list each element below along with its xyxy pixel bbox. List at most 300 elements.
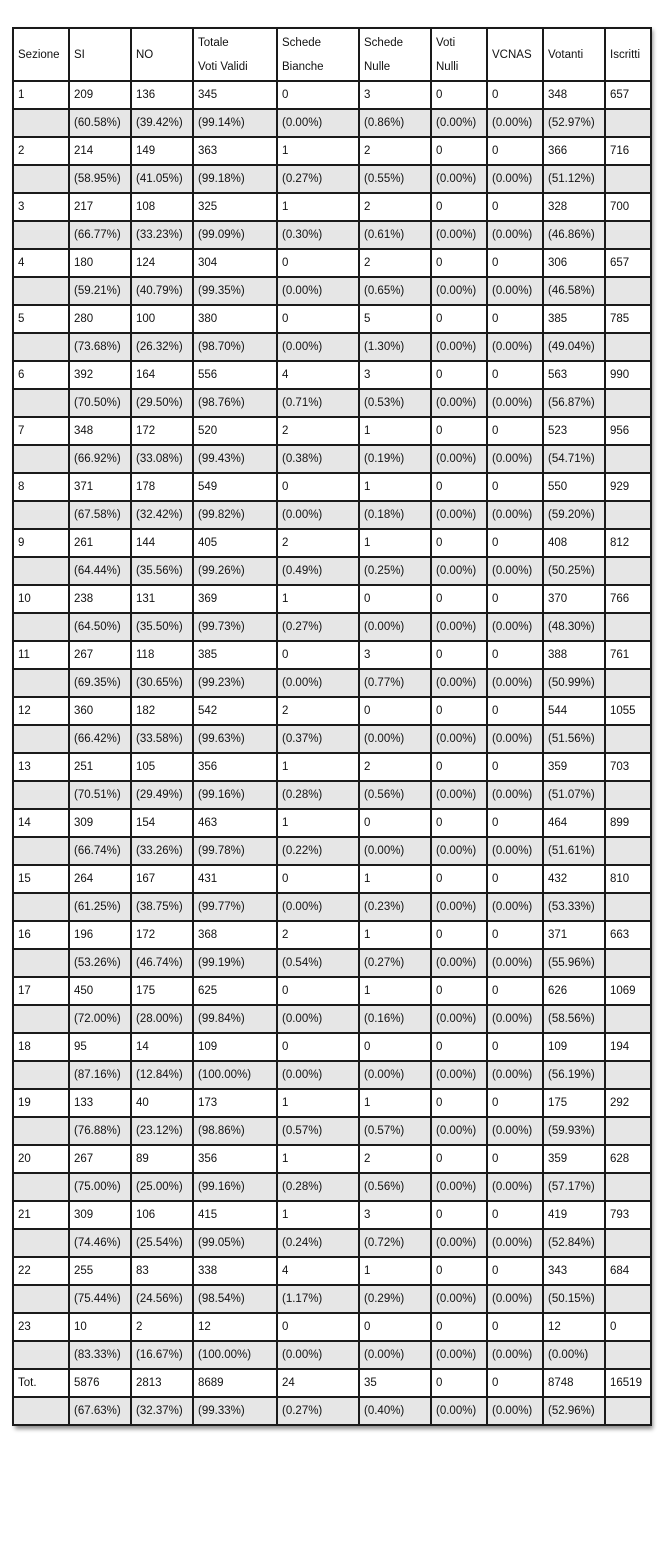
value-cell: 0 xyxy=(431,641,487,669)
table-row-percent xyxy=(13,277,651,305)
value-cell: 550 xyxy=(543,473,605,501)
percent-cell: (100.00%) xyxy=(193,1061,277,1089)
percent-cell: (99.19%) xyxy=(193,949,277,977)
percent-cell: (99.23%) xyxy=(193,669,277,697)
value-cell: 0 xyxy=(431,1145,487,1173)
value-cell: 1 xyxy=(277,1201,359,1229)
value-cell: 363 xyxy=(193,137,277,165)
value-cell: 0 xyxy=(487,1089,543,1117)
sezione-cell: 10 xyxy=(13,585,69,613)
value-cell: 369 xyxy=(193,585,277,613)
percent-cell: (12.84%) xyxy=(131,1061,193,1089)
value-cell: 0 xyxy=(431,193,487,221)
value-cell: 0 xyxy=(431,1369,487,1397)
value-cell: 2 xyxy=(359,249,431,277)
value-cell: 703 xyxy=(605,753,651,781)
table-row xyxy=(13,1089,651,1117)
table-row-percent xyxy=(13,389,651,417)
value-cell: 520 xyxy=(193,417,277,445)
percent-cell: (99.35%) xyxy=(193,277,277,305)
table-row xyxy=(13,529,651,557)
sezione-cell: 22 xyxy=(13,1257,69,1285)
table-row-percent xyxy=(13,109,651,137)
header-schede-bianche: Schede Bianche xyxy=(277,28,359,81)
value-cell: 345 xyxy=(193,81,277,109)
percent-cell: (1.17%) xyxy=(277,1285,359,1313)
value-cell: 2 xyxy=(277,697,359,725)
value-cell: 0 xyxy=(431,977,487,1005)
value-cell: 338 xyxy=(193,1257,277,1285)
empty-cell xyxy=(13,837,69,865)
percent-cell: (0.00%) xyxy=(431,389,487,417)
value-cell: 793 xyxy=(605,1201,651,1229)
value-cell: 5876 xyxy=(69,1369,131,1397)
percent-cell: (0.00%) xyxy=(431,725,487,753)
percent-cell: (0.30%) xyxy=(277,221,359,249)
table-row xyxy=(13,249,651,277)
sezione-cell: 11 xyxy=(13,641,69,669)
percent-cell: (58.95%) xyxy=(69,165,131,193)
header-iscritti: Iscritti xyxy=(605,28,651,81)
percent-cell: (0.00%) xyxy=(431,781,487,809)
value-cell: 0 xyxy=(487,921,543,949)
percent-cell: (59.21%) xyxy=(69,277,131,305)
value-cell: 0 xyxy=(277,305,359,333)
percent-cell xyxy=(605,725,651,753)
value-cell: 450 xyxy=(69,977,131,1005)
percent-cell: (0.00%) xyxy=(277,501,359,529)
value-cell: 251 xyxy=(69,753,131,781)
percent-cell: (0.00%) xyxy=(487,1117,543,1145)
sezione-cell: 7 xyxy=(13,417,69,445)
header-voti-nulli: Voti Nulli xyxy=(431,28,487,81)
value-cell: 196 xyxy=(69,921,131,949)
sezione-cell: 5 xyxy=(13,305,69,333)
value-cell: 0 xyxy=(359,809,431,837)
percent-cell: (0.27%) xyxy=(359,949,431,977)
value-cell: 0 xyxy=(431,1201,487,1229)
percent-cell: (73.68%) xyxy=(69,333,131,361)
percent-cell: (33.26%) xyxy=(131,837,193,865)
percent-cell: (25.00%) xyxy=(131,1173,193,1201)
value-cell: 100 xyxy=(131,305,193,333)
value-cell: 1 xyxy=(359,865,431,893)
percent-cell xyxy=(605,109,651,137)
value-cell: 371 xyxy=(543,921,605,949)
table-row-percent xyxy=(13,1397,651,1425)
percent-cell: (0.22%) xyxy=(277,837,359,865)
percent-cell: (99.77%) xyxy=(193,893,277,921)
value-cell: 3 xyxy=(359,1201,431,1229)
value-cell: 0 xyxy=(487,1145,543,1173)
table-row xyxy=(13,865,651,893)
value-cell: 368 xyxy=(193,921,277,949)
percent-cell: (30.65%) xyxy=(131,669,193,697)
percent-cell: (0.00%) xyxy=(431,109,487,137)
percent-cell: (0.00%) xyxy=(487,1005,543,1033)
percent-cell: (99.84%) xyxy=(193,1005,277,1033)
value-cell: 4 xyxy=(277,361,359,389)
value-cell: 10 xyxy=(69,1313,131,1341)
value-cell: 929 xyxy=(605,473,651,501)
value-cell: 1 xyxy=(277,753,359,781)
percent-cell: (0.00%) xyxy=(277,109,359,137)
table-row xyxy=(13,1313,651,1341)
percent-cell: (0.00%) xyxy=(487,725,543,753)
sezione-cell: 13 xyxy=(13,753,69,781)
percent-cell: (99.05%) xyxy=(193,1229,277,1257)
value-cell: 563 xyxy=(543,361,605,389)
results-table-body xyxy=(13,81,651,1425)
percent-cell: (54.71%) xyxy=(543,445,605,473)
sezione-cell: 4 xyxy=(13,249,69,277)
value-cell: 0 xyxy=(431,809,487,837)
percent-cell: (16.67%) xyxy=(131,1341,193,1369)
percent-cell: (1.30%) xyxy=(359,333,431,361)
percent-cell xyxy=(605,1397,651,1425)
value-cell: 1 xyxy=(359,417,431,445)
percent-cell: (23.12%) xyxy=(131,1117,193,1145)
value-cell: 95 xyxy=(69,1033,131,1061)
percent-cell: (0.00%) xyxy=(431,893,487,921)
value-cell: 0 xyxy=(431,417,487,445)
sezione-cell: 16 xyxy=(13,921,69,949)
value-cell: 388 xyxy=(543,641,605,669)
percent-cell: (0.00%) xyxy=(277,333,359,361)
value-cell: 0 xyxy=(431,473,487,501)
percent-cell: (0.19%) xyxy=(359,445,431,473)
header-si: SI xyxy=(69,28,131,81)
percent-cell: (0.00%) xyxy=(359,1341,431,1369)
percent-cell: (0.00%) xyxy=(487,1397,543,1425)
percent-cell: (0.00%) xyxy=(487,613,543,641)
value-cell: 0 xyxy=(431,81,487,109)
value-cell: 1055 xyxy=(605,697,651,725)
value-cell: 144 xyxy=(131,529,193,557)
value-cell: 1069 xyxy=(605,977,651,1005)
table-row-percent xyxy=(13,725,651,753)
value-cell: 261 xyxy=(69,529,131,557)
value-cell: 2 xyxy=(277,417,359,445)
header-totale-voti-validi: Totale Voti Validi xyxy=(193,28,277,81)
percent-cell: (0.77%) xyxy=(359,669,431,697)
value-cell: 8689 xyxy=(193,1369,277,1397)
percent-cell: (0.00%) xyxy=(431,1005,487,1033)
empty-cell xyxy=(13,501,69,529)
percent-cell xyxy=(605,221,651,249)
empty-cell xyxy=(13,445,69,473)
value-cell: 0 xyxy=(487,193,543,221)
table-row xyxy=(13,1201,651,1229)
percent-cell: (67.63%) xyxy=(69,1397,131,1425)
percent-cell: (56.19%) xyxy=(543,1061,605,1089)
percent-cell xyxy=(605,1173,651,1201)
header-row xyxy=(13,28,651,81)
percent-cell: (0.00%) xyxy=(431,445,487,473)
value-cell: 1 xyxy=(277,1089,359,1117)
percent-cell: (0.24%) xyxy=(277,1229,359,1257)
percent-cell: (0.16%) xyxy=(359,1005,431,1033)
percent-cell: (0.00%) xyxy=(487,781,543,809)
value-cell: 167 xyxy=(131,865,193,893)
value-cell: 3 xyxy=(359,361,431,389)
value-cell: 149 xyxy=(131,137,193,165)
percent-cell: (0.00%) xyxy=(431,277,487,305)
header-vcnas: VCNAS xyxy=(487,28,543,81)
value-cell: 385 xyxy=(543,305,605,333)
percent-cell: (0.00%) xyxy=(277,1061,359,1089)
sezione-cell: 18 xyxy=(13,1033,69,1061)
percent-cell: (0.00%) xyxy=(431,837,487,865)
percent-cell: (0.00%) xyxy=(487,333,543,361)
value-cell: 431 xyxy=(193,865,277,893)
percent-cell: (75.44%) xyxy=(69,1285,131,1313)
value-cell: 12 xyxy=(193,1313,277,1341)
value-cell: 306 xyxy=(543,249,605,277)
percent-cell: (0.54%) xyxy=(277,949,359,977)
empty-cell xyxy=(13,949,69,977)
value-cell: 1 xyxy=(277,809,359,837)
percent-cell: (0.00%) xyxy=(431,1061,487,1089)
percent-cell: (0.00%) xyxy=(487,165,543,193)
value-cell: 264 xyxy=(69,865,131,893)
header-schede-nulle: Schede Nulle xyxy=(359,28,431,81)
value-cell: 1 xyxy=(277,1145,359,1173)
percent-cell: (0.00%) xyxy=(487,389,543,417)
percent-cell xyxy=(605,557,651,585)
value-cell: 0 xyxy=(487,977,543,1005)
percent-cell: (0.00%) xyxy=(487,949,543,977)
value-cell: 761 xyxy=(605,641,651,669)
percent-cell: (99.78%) xyxy=(193,837,277,865)
percent-cell: (0.56%) xyxy=(359,781,431,809)
percent-cell: (0.00%) xyxy=(431,1117,487,1145)
value-cell: 0 xyxy=(487,1033,543,1061)
value-cell: 380 xyxy=(193,305,277,333)
percent-cell: (99.82%) xyxy=(193,501,277,529)
value-cell: 0 xyxy=(431,137,487,165)
value-cell: 0 xyxy=(359,1033,431,1061)
percent-cell: (0.00%) xyxy=(543,1341,605,1369)
value-cell: 0 xyxy=(487,1313,543,1341)
percent-cell: (0.00%) xyxy=(431,1341,487,1369)
value-cell: 173 xyxy=(193,1089,277,1117)
percent-cell: (24.56%) xyxy=(131,1285,193,1313)
table-row-percent xyxy=(13,1341,651,1369)
empty-cell xyxy=(13,389,69,417)
empty-cell xyxy=(13,669,69,697)
percent-cell: (0.00%) xyxy=(487,1285,543,1313)
value-cell: 2813 xyxy=(131,1369,193,1397)
table-row-percent xyxy=(13,333,651,361)
value-cell: 5 xyxy=(359,305,431,333)
percent-cell xyxy=(605,1061,651,1089)
value-cell: 370 xyxy=(543,585,605,613)
value-cell: 1 xyxy=(277,585,359,613)
table-row xyxy=(13,137,651,165)
percent-cell xyxy=(605,1341,651,1369)
sezione-cell: 2 xyxy=(13,137,69,165)
table-row-percent xyxy=(13,1229,651,1257)
value-cell: 0 xyxy=(487,697,543,725)
percent-cell: (0.00%) xyxy=(431,1229,487,1257)
percent-cell: (46.74%) xyxy=(131,949,193,977)
value-cell: 0 xyxy=(277,641,359,669)
table-row xyxy=(13,81,651,109)
percent-cell: (35.50%) xyxy=(131,613,193,641)
value-cell: 3 xyxy=(359,641,431,669)
percent-cell xyxy=(605,1005,651,1033)
percent-cell: (32.42%) xyxy=(131,501,193,529)
value-cell: 766 xyxy=(605,585,651,613)
value-cell: 328 xyxy=(543,193,605,221)
percent-cell: (66.74%) xyxy=(69,837,131,865)
value-cell: 0 xyxy=(431,865,487,893)
table-row xyxy=(13,361,651,389)
percent-cell: (52.84%) xyxy=(543,1229,605,1257)
value-cell: 214 xyxy=(69,137,131,165)
percent-cell: (53.26%) xyxy=(69,949,131,977)
value-cell: 0 xyxy=(487,361,543,389)
percent-cell: (0.27%) xyxy=(277,613,359,641)
table-row-percent xyxy=(13,1117,651,1145)
percent-cell: (0.00%) xyxy=(487,501,543,529)
value-cell: 154 xyxy=(131,809,193,837)
percent-cell xyxy=(605,1229,651,1257)
value-cell: 2 xyxy=(277,921,359,949)
percent-cell: (0.00%) xyxy=(431,221,487,249)
sezione-cell: 19 xyxy=(13,1089,69,1117)
percent-cell: (0.28%) xyxy=(277,781,359,809)
percent-cell: (98.86%) xyxy=(193,1117,277,1145)
percent-cell xyxy=(605,277,651,305)
value-cell: 348 xyxy=(69,417,131,445)
sezione-cell: 6 xyxy=(13,361,69,389)
percent-cell: (0.18%) xyxy=(359,501,431,529)
percent-cell: (0.00%) xyxy=(487,669,543,697)
percent-cell: (99.16%) xyxy=(193,781,277,809)
value-cell: 463 xyxy=(193,809,277,837)
percent-cell: (59.20%) xyxy=(543,501,605,529)
percent-cell: (0.49%) xyxy=(277,557,359,585)
value-cell: 0 xyxy=(277,249,359,277)
value-cell: 3 xyxy=(359,81,431,109)
percent-cell: (0.00%) xyxy=(277,1005,359,1033)
percent-cell: (0.00%) xyxy=(487,1341,543,1369)
value-cell: 1 xyxy=(359,529,431,557)
value-cell: 0 xyxy=(487,473,543,501)
percent-cell: (46.86%) xyxy=(543,221,605,249)
percent-cell: (0.00%) xyxy=(487,1173,543,1201)
value-cell: 309 xyxy=(69,809,131,837)
value-cell: 385 xyxy=(193,641,277,669)
percent-cell: (0.23%) xyxy=(359,893,431,921)
table-row xyxy=(13,1145,651,1173)
value-cell: 267 xyxy=(69,1145,131,1173)
percent-cell: (99.14%) xyxy=(193,109,277,137)
percent-cell: (83.33%) xyxy=(69,1341,131,1369)
value-cell: 194 xyxy=(605,1033,651,1061)
value-cell: 405 xyxy=(193,529,277,557)
table-row xyxy=(13,585,651,613)
percent-cell: (29.49%) xyxy=(131,781,193,809)
sezione-cell: Tot. xyxy=(13,1369,69,1397)
percent-cell: (0.00%) xyxy=(431,669,487,697)
percent-cell: (69.35%) xyxy=(69,669,131,697)
percent-cell xyxy=(605,949,651,977)
percent-cell: (0.37%) xyxy=(277,725,359,753)
results-table xyxy=(12,27,652,1426)
value-cell: 956 xyxy=(605,417,651,445)
value-cell: 0 xyxy=(431,529,487,557)
value-cell: 0 xyxy=(487,529,543,557)
percent-cell: (0.53%) xyxy=(359,389,431,417)
value-cell: 108 xyxy=(131,193,193,221)
value-cell: 255 xyxy=(69,1257,131,1285)
percent-cell: (0.00%) xyxy=(487,1061,543,1089)
percent-cell: (99.18%) xyxy=(193,165,277,193)
percent-cell: (64.50%) xyxy=(69,613,131,641)
percent-cell: (0.00%) xyxy=(487,557,543,585)
percent-cell: (0.28%) xyxy=(277,1173,359,1201)
percent-cell: (0.00%) xyxy=(487,277,543,305)
value-cell: 172 xyxy=(131,921,193,949)
value-cell: 83 xyxy=(131,1257,193,1285)
header-votanti: Votanti xyxy=(543,28,605,81)
percent-cell: (58.56%) xyxy=(543,1005,605,1033)
value-cell: 0 xyxy=(431,1033,487,1061)
value-cell: 0 xyxy=(487,1369,543,1397)
value-cell: 0 xyxy=(431,1089,487,1117)
percent-cell: (99.26%) xyxy=(193,557,277,585)
table-row-percent xyxy=(13,221,651,249)
value-cell: 238 xyxy=(69,585,131,613)
empty-cell xyxy=(13,1341,69,1369)
value-cell: 180 xyxy=(69,249,131,277)
percent-cell: (0.40%) xyxy=(359,1397,431,1425)
table-row xyxy=(13,193,651,221)
table-row-percent xyxy=(13,781,651,809)
percent-cell: (50.99%) xyxy=(543,669,605,697)
empty-cell xyxy=(13,781,69,809)
value-cell: 0 xyxy=(431,1313,487,1341)
value-cell: 556 xyxy=(193,361,277,389)
percent-cell xyxy=(605,1117,651,1145)
table-row xyxy=(13,697,651,725)
percent-cell: (0.00%) xyxy=(487,837,543,865)
table-row-percent xyxy=(13,613,651,641)
empty-cell xyxy=(13,1285,69,1313)
value-cell: 0 xyxy=(487,585,543,613)
table-row-percent xyxy=(13,1173,651,1201)
value-cell: 1 xyxy=(359,977,431,1005)
empty-cell xyxy=(13,1117,69,1145)
percent-cell: (0.38%) xyxy=(277,445,359,473)
percent-cell: (98.54%) xyxy=(193,1285,277,1313)
percent-cell: (0.86%) xyxy=(359,109,431,137)
value-cell: 432 xyxy=(543,865,605,893)
percent-cell: (98.70%) xyxy=(193,333,277,361)
percent-cell: (48.30%) xyxy=(543,613,605,641)
value-cell: 325 xyxy=(193,193,277,221)
percent-cell: (100.00%) xyxy=(193,1341,277,1369)
percent-cell: (75.00%) xyxy=(69,1173,131,1201)
value-cell: 267 xyxy=(69,641,131,669)
value-cell: 0 xyxy=(277,865,359,893)
percent-cell: (0.00%) xyxy=(431,557,487,585)
value-cell: 2 xyxy=(359,753,431,781)
percent-cell: (70.51%) xyxy=(69,781,131,809)
